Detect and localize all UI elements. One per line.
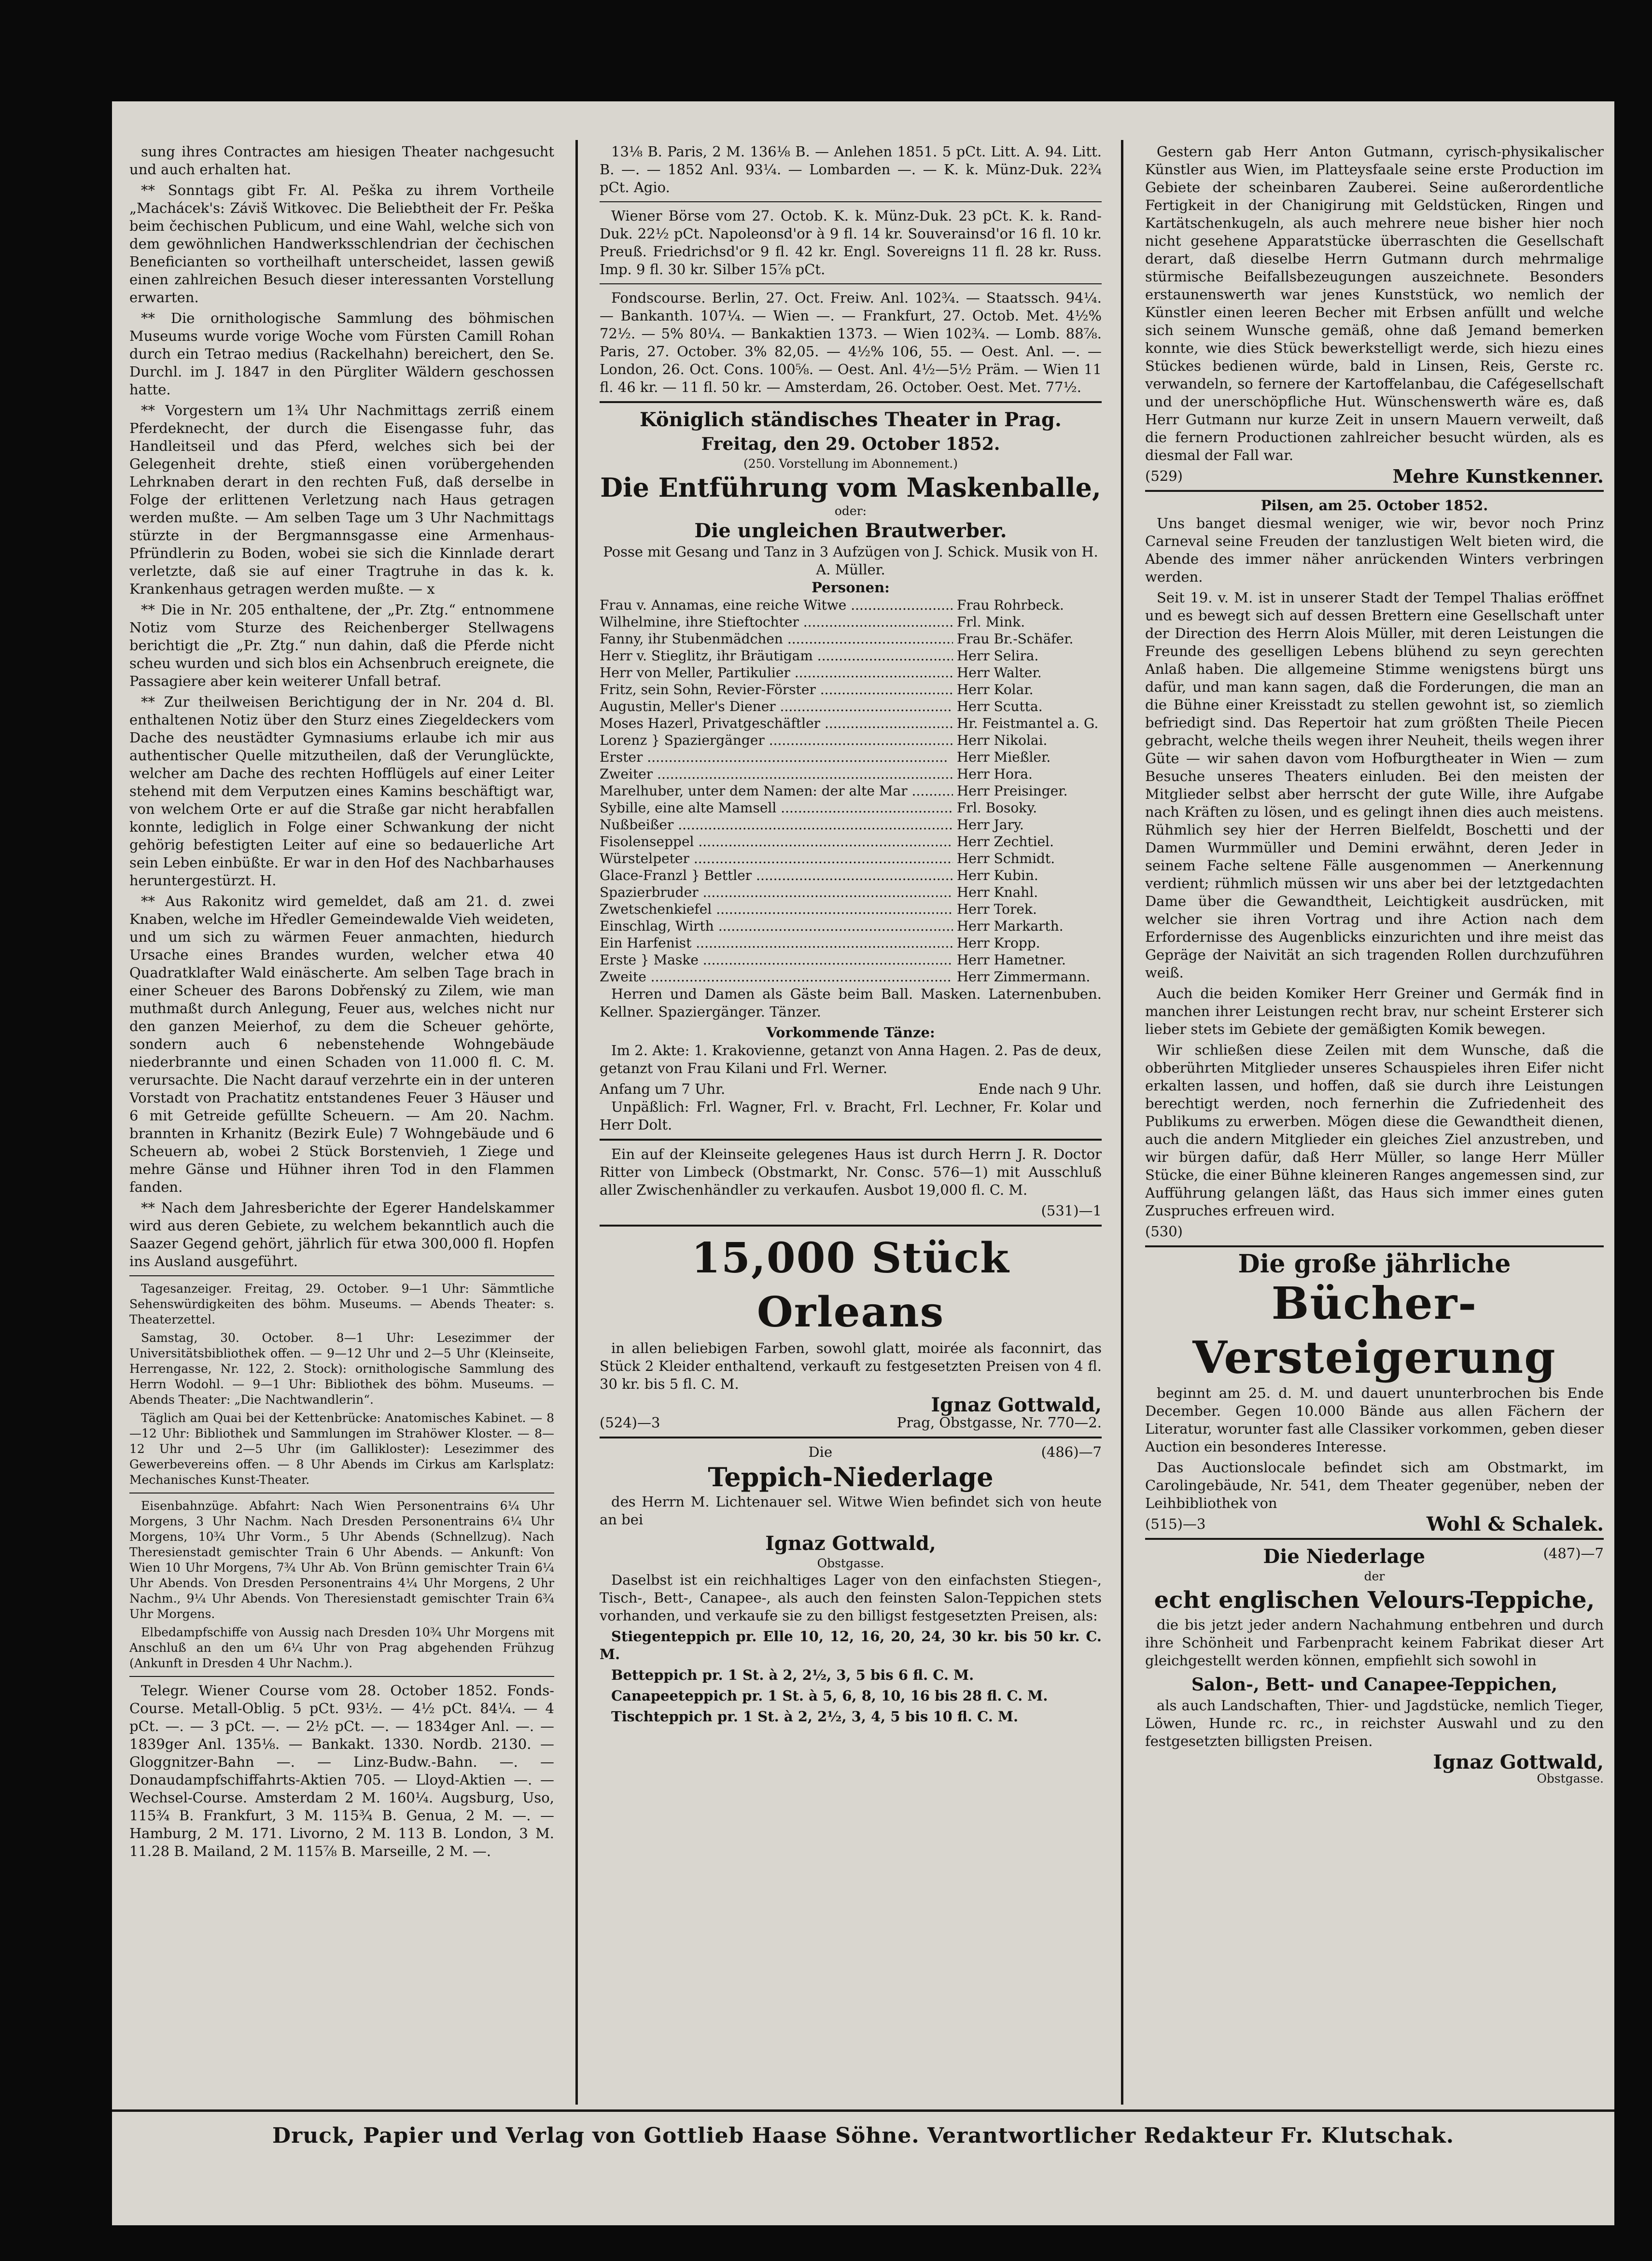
- price-line: Stiegenteppich pr. Elle 10, 12, 16, 20, 24, 30 kr. bis 50 kr. C. M.: [600, 1628, 1102, 1662]
- house-ad: Ein auf der Kleinseite gelegenes Haus ist durch Herrn J. R. Doctor Ritter von Limbeck (Obstmarkt, Nr. Consc. 576—1) mit Ausschluß aller Zwischenhändler zu verkaufen. Ausbot 19,000 fl. C. M.: [600, 1146, 1102, 1198]
- cast-role: Erste } Maske .....: [600, 951, 953, 968]
- cast-actor: Herr Markarth.: [957, 918, 1064, 934]
- cast-role: Herr von Meller, Partikulier .....: [600, 664, 953, 681]
- taeglich-listing: Täglich am Quai bei der Kettenbrücke: Anatomisches Kabinet. — 8—12 Uhr: Bibliothek und Sammlungen im Strahöwer Kloster. — 8—12 Uhr und 2—5 Uhr (im Gallikloster): Lesezimmer des Gewerbevereins offen. — 8 Uhr Abends im Cirkus am Karlsplatz: Mechanisches Kunst-Theater.: [129, 1411, 554, 1487]
- buecher-text: Das Auctionslocale befindet sich am Obstmarkt, im Carolingebäude, Nr. 541, dem Theater gegenüber, neben der Leihbibliothek von: [1145, 1459, 1604, 1511]
- cast-role: Ein Harfenist .....: [600, 935, 953, 951]
- cast-row: [600, 630, 1102, 647]
- cast-row: [600, 766, 1102, 782]
- cast-row: [600, 698, 1102, 715]
- buecher-title: Bücher-Versteigerung: [1192, 1277, 1556, 1383]
- ad-number: (486)—7: [1041, 1444, 1102, 1460]
- unpaesslich: Unpäßlich: Frl. Wagner, Frl. v. Bracht, Frl. Lechner, Fr. Kolar und Herr Dolt.: [600, 1099, 1102, 1133]
- cast-actor: Herr Schmidt.: [957, 851, 1055, 866]
- article-paragraph: ** Aus Rakonitz wird gemeldet, daß am 21. d. zwei Knaben, welche im Hředler Gemeindewalde Vieh weideten, und um sich zu wärmen Feuer anmachten, hiedurch Ursache eines Brandes wurden, welcher etwa 40 Quadratklafter Wald einäscherte. Am selben Tage brach in einer Scheuer des Barons Dobřenský zu Zilem, wie man muthmaßt durch Anlegung, Feuer aus, welches nicht nur den ganzen Meierhof, zu dem die Scheuer gehörte, sondern auch 6 nebenstehende Wohngebäude niederbrannte und einen Schaden von 11.000 fl. C. M. verursachte. Die Nacht darauf verzehrte ein in der unteren Vorstadt von Prachatitz entstandenes Feuer 3 Häuser und 6 mit Getreide gefüllte Scheuern. — Am 20. Nachm. brannten in Krhanitz (Bezirk Eule) 7 Wohngebäude und 6 Scheuern ab, wobei 2 Stück Borstenvieh, 1 Ziege und mehre Gänse und Hühner ihren Tod in den Flammen fanden.: [129, 893, 554, 1195]
- dampfschiff-schedule: Elbedampfschiffe von Aussig nach Dresden 10¾ Uhr Morgens mit Anschluß an den um 6¼ Uhr von Prag abgehenden Frühzug (Ankunft in Dresden 4 Uhr Nachm.).: [129, 1625, 554, 1670]
- orleans-text: in allen beliebigen Farben, sowohl glatt, moirée als faconnirt, das Stück 2 Kleider enthaltend, verkauft zu festgesetzten Preisen von 4 fl. 30 kr. bis 5 fl. C. M.: [600, 1340, 1102, 1392]
- price-line: Betteppich pr. 1 St. à 2, 2½, 3, 5 bis 6 fl. C. M.: [611, 1667, 974, 1683]
- divider: [1145, 490, 1604, 492]
- article-paragraph: ** Nach dem Jahresberichte der Egerer Handelskammer wird aus deren Gebiete, zu welchem bekanntlich auch die Saazer Gegend gehört, jährlich für etwa 300,000 fl. Hopfen ins Ausland ausgeführt.: [129, 1200, 554, 1270]
- cast-actor: Frl. Bosoky.: [957, 800, 1037, 816]
- divider: [600, 1437, 1102, 1438]
- divider: [600, 1225, 1102, 1227]
- cast-actor: Herr Selira.: [957, 648, 1039, 664]
- cast-actor: Frl. Mink.: [957, 614, 1025, 630]
- column-local-news: [129, 143, 554, 2103]
- cast-row: [600, 867, 1102, 884]
- article-paragraph: ** Zur theilweisen Berichtigung der in Nr. 204 d. Bl. enthaltenen Notiz über den Sturz eines Ziegeldeckers vom Dache des neustädter Gymnasiums erlaube ich mir aus authentischer Quelle mitzutheilen, daß der Verunglückte, welcher am Dache des rechten Hofflügels auf einer Leiter stehend mit dem Verputzen eines Kamins beschäftigt war, von welchem Orte er auf die Straße gar nicht herabfallen konnte, lediglich in Folge einer Schwankung der nicht gehörig befestigten Leiter auf eine so bedauerliche Art sein Leben einbüßte. Er war in den Hof des Nachbarhauses heruntergestürzt. H.: [129, 694, 554, 889]
- cast-role: Erster .....: [600, 749, 953, 766]
- article-paragraph: Uns banget diesmal weniger, wie wir, bevor noch Prinz Carneval seine Freuden der tanzlustigen Welt bieten wird, die Abende des immer näher anrückenden Winters verbringen werden.: [1145, 515, 1604, 585]
- article-paragraph: Wir schließen diese Zeilen mit dem Wunsche, daß die obberührten Mitglieder unseres Schauspieles ihren Eifer nicht erkalten lassen, und hoffen, daß sie durch ihre Leistungen berechtigt werden, noch fernerhin die Zufriedenheit des Publikums zu erwerben. Mögen diese die Gewandtheit dienen, auch die andern Mitglieder ein gleiches Ziel anzustreben, und wir bürgen dafür, daß Herr Müller, so lange Herr Müller Stücke, die einer Bühne kleineren Ranges angemessen sind, zur Aufführung gelangen läßt, das Haus sich immer eines guten Zuspruches erfreuen wird.: [1145, 1042, 1604, 1219]
- course-listing: 13⅛ B. Paris, 2 M. 136⅛ B. — Anlehen 1851. 5 pCt. Litt. A. 94. Litt. B. —. — 1852 Anl. 93¼. — Lombarden —. — K. k. Münz-Duk. 22¾ pCt. Agio.: [600, 143, 1102, 195]
- cast-list: [600, 597, 1102, 985]
- cast-row: [600, 732, 1102, 749]
- cast-actor: Herr Zimmermann.: [957, 969, 1091, 985]
- cast-row: [600, 968, 1102, 985]
- cast-tail: Herren und Damen als Gäste beim Ball. Masken. Laternenbuben. Kellner. Spaziergänger. Tänzer.: [600, 986, 1102, 1020]
- cast-actor: Herr Zechtiel.: [957, 834, 1054, 850]
- cast-actor: Herr Walter.: [957, 665, 1042, 681]
- samstag-listing: Samstag, 30. October. 8—1 Uhr: Lesezimmer der Universitätsbibliothek offen. — 9—12 Uhr und 2—5 Uhr (Kleinseite, Herrengasse, Nr. 122, 2. Stock): ornithologische Sammlung des Herrn Wodohl. — 9—1 Uhr: Bibliothek des böhm. Museums. — Abends Theater: „Die Nachtwandlerin“.: [129, 1331, 554, 1407]
- dances-heading: Vorkommende Tänze:: [766, 1024, 935, 1041]
- firm-name: Wohl & Schalek.: [1426, 1513, 1604, 1535]
- die-label: Die: [808, 1444, 833, 1460]
- cast-actor: Herr Mießler.: [957, 749, 1051, 765]
- cast-actor: Herr Knahl.: [957, 884, 1038, 900]
- imprint-footer: Druck, Papier und Verlag von Gottlieb Haase Söhne. Verantwortlicher Redakteur Fr. Klutschak.: [112, 2109, 1614, 2148]
- cast-role: Wilhelmine, ihre Stieftochter .....: [600, 614, 953, 630]
- fonds-listing: Fondscourse. Berlin, 27. Oct. Freiw. Anl. 102¾. — Staatssch. 94¼. — Bankanth. 107¼. — Wien —. — Frankfurt, 27. Octob. Met. 4½% 72½. — 5% 80¼. — Bankaktien 1373. — Wien 102¾. — Lomb. 88⅞. Paris, 27. October. 3% 82,05. — 4½% 106, 55. — Oest. Anl. —. — London, 26. Oct. Cons. 100⅝. — Oest. Anl. 4½—5½ Präm. — Wien 11 fl. 46 kr. — 11 fl. 50 kr. — Amsterdam, 26. October. Oest. Met. 77½.: [600, 290, 1102, 395]
- cast-row: [600, 664, 1102, 681]
- theater-date: Freitag, den 29. October 1852.: [701, 434, 1000, 454]
- cast-row: [600, 597, 1102, 614]
- cast-role: Zwetschenkiefel .....: [600, 901, 953, 918]
- niederlage-items: Salon-, Bett- und Canapee-Teppichen,: [1191, 1675, 1558, 1695]
- cast-actor: Herr Hora.: [957, 766, 1033, 782]
- teppich-title: Teppich-Niederlage: [708, 1462, 994, 1493]
- cast-actor: Herr Hametner.: [957, 952, 1066, 968]
- cast-actor: Herr Kropp.: [957, 935, 1040, 951]
- article-paragraph: ** Die in Nr. 205 enthaltene, der „Pr. Ztg.“ entnommene Notiz vom Sturze des Reichenberger Stellwagens berichtigt die „Pr. Ztg.“ nun dahin, daß die Pferde nicht scheu wurden und sich blos ein Achsenbruch ereignete, die Passagiere aber kein weiterer Unfall betraf.: [129, 601, 554, 689]
- play-description: Posse mit Gesang und Tanz in 3 Aufzügen von J. Schick. Musik von H. A. Müller.: [603, 544, 1098, 578]
- play-subtitle: Die ungleichen Brautwerber.: [694, 519, 1007, 542]
- article-paragraph: Gestern gab Herr Anton Gutmann, cyrisch-physikalischer Künstler aus Wien, im Platteysfaale seine erste Production im Gebiete der scheinbaren Zauberei. Seine außerordentliche Fertigkeit in der Chanigirung mit Geldstücken, Ringen und Kartätschenkugeln, als auch mehrere neue bisher hier noch nicht gesehene Apparatstücke überraschten die Gesellschaft derart, daß dieselbe Herrn Gutmann durch mehrmalige stürmische Beifallsbezeugungen auszeichnete. Besonders erstaunenswerth war jenes Kunststück, wo nemlich der Künstler einen leeren Becher mit Erbsen anfüllt und welche sich seinem Wunsche gemäß, ohne daß Jemand bemerken konnte, wie dies Stück bewerkstelligt werde, sich hiezu eines Stückes bedienen würde, bald in Linsen, Reis, Gerste rc. verwandeln, so fernere der Kartoffelanbau, die Cafégesellschaft und der unerschöpfliche Hut. Wünschenswerth wäre es, daß Herr Gutmann nur kurze Zeit in unsern Mauern verweilt, daß die fernern Productionen zahlreicher besucht würden, als es diesmal der Fall war.: [1145, 143, 1604, 463]
- cast-role: Spazierbruder .....: [600, 884, 953, 901]
- gottwald-signature: Ignaz Gottwald,: [1433, 1751, 1604, 1773]
- cast-role: Nußbeißer .....: [600, 816, 953, 833]
- personen-heading: Personen:: [812, 579, 890, 596]
- newspaper-page: [112, 101, 1614, 2225]
- cast-role: Moses Hazerl, Privatgeschäftler .....: [600, 715, 953, 732]
- cast-role: Marelhuber, unter dem Namen: der alte Mar .....: [600, 782, 953, 799]
- cast-row: [600, 918, 1102, 935]
- article-paragraph: ** Sonntags gibt Fr. Al. Peška zu ihrem Vortheile „Machácek's: Záviš Witkovec. Die Beliebtheit der Fr. Peška beim čechischen Publicum, und eine Wahl, welche sich von dem gewöhnlichen Handwerksschlendrian der čechischen Beneficianten so vortheilhaft unterscheidet, lassen gewiß einen zahlreichen Besuch dieser interessanten Vorstellung erwarten.: [129, 182, 554, 306]
- cast-actor: Herr Nikolai.: [957, 732, 1048, 748]
- cast-actor: Frau Br.-Schäfer.: [957, 631, 1074, 647]
- teppich-header: [600, 1443, 1102, 1461]
- column-divider: [1121, 140, 1123, 2105]
- article-paragraph: sung ihres Contractes am hiesigen Theater nachgesucht und auch erhalten hat.: [129, 143, 554, 178]
- ad-number: (515)—3: [1145, 1516, 1206, 1532]
- play-title: Die Entführung vom Maskenballe,: [600, 472, 1101, 503]
- obstgasse: Obstgasse.: [817, 1556, 884, 1570]
- cast-row: [600, 614, 1102, 630]
- cast-row: [600, 681, 1102, 698]
- price-line: Tischteppich pr. 1 St. à 2, 2½, 3, 4, 5 bis 10 fl. C. M.: [611, 1708, 1019, 1725]
- orleans-footer: [600, 1414, 1102, 1432]
- cast-role: Fritz, sein Sohn, Revier-Förster .....: [600, 681, 953, 698]
- cast-row: [600, 799, 1102, 816]
- cast-actor: Herr Scutta.: [957, 698, 1043, 714]
- cast-role: Lorenz } Spaziergänger .....: [600, 732, 953, 749]
- cast-actor: Frau Rohrbeck.: [957, 597, 1064, 613]
- cast-row: [600, 782, 1102, 799]
- cast-row: [600, 901, 1102, 918]
- divider: [129, 1676, 554, 1677]
- cast-role: Einschlag, Wirth .....: [600, 918, 953, 935]
- divider: [1145, 1245, 1604, 1247]
- ad-number: (487)—7: [1543, 1545, 1604, 1562]
- cast-role: Glace-Franzl } Bettler .....: [600, 867, 953, 884]
- cast-role: Frau v. Annamas, eine reiche Witwe .....: [600, 597, 953, 614]
- time-row: [600, 1080, 1102, 1098]
- price-line: Canapeeteppich pr. 1 St. à 5, 6, 8, 10, 16 bis 28 fl. C. M.: [611, 1688, 1048, 1704]
- ad-number: (524)—3: [600, 1414, 660, 1431]
- play-oder: oder:: [834, 504, 867, 518]
- column-divider: [575, 140, 578, 2105]
- ad-number: (530): [1145, 1223, 1183, 1240]
- gottwald-firm: Ignaz Gottwald,: [765, 1532, 936, 1555]
- velours-heading: echt englischen Velours-Teppiche,: [1154, 1587, 1595, 1614]
- column-reports-ads: [1145, 143, 1604, 2103]
- dances-text: Im 2. Akte: 1. Krakovienne, getanzt von Anna Hagen. 2. Pas de deux, getanzt von Frau Kilani und Frl. Werner.: [600, 1042, 1102, 1076]
- niederlage-text: die bis jetzt jeder andern Nachahmung entbehren und durch ihre Schönheit und Farbenpracht keinem Fabrikat dieser Art gleichgestellt werden können, empfiehlt sich sowohl in: [1145, 1617, 1604, 1669]
- divider: [600, 283, 1102, 284]
- address: Prag, Obstgasse, Nr. 770—2.: [896, 1414, 1102, 1431]
- ad-number: (529): [1145, 468, 1183, 484]
- divider: [600, 1139, 1102, 1141]
- buecher-heading: Die große jährliche: [1238, 1249, 1511, 1279]
- divider: [600, 401, 1102, 403]
- gottwald-signature: Ignaz Gottwald,: [931, 1394, 1102, 1416]
- obstgasse: Obstgasse.: [1537, 1772, 1604, 1786]
- cast-actor: Herr Kubin.: [957, 867, 1038, 883]
- article-paragraph: Auch die beiden Komiker Herr Greiner und Germák find in manchen ihrer Leistungen recht brav, nur scheint Ersterer sich lieber stets im Gebiete der gemäßigten Komik bewegen.: [1145, 985, 1604, 1037]
- telegraph-course: Telegr. Wiener Course vom 28. October 1852. Fonds-Course. Metall-Oblig. 5 pCt. 93½. — 4½ pCt. 84¼. — 4 pCt. —. — 3 pCt. —. — 2½ pCt. —. — 1834ger Anl. —. — 1839ger Anl. 135⅛. — Bankakt. 1330. Nordb. 2130. — Gloggnitzer-Bahn —. — Linz-Budw.-Bahn. —. — Donaudampfschiffahrts-Aktien 705. — Lloyd-Aktien —. — Wechsel-Course. Amsterdam 2 M. 160¼. Augsburg, Uso, 115¾ B. Frankfurt, 3 M. 115¾ B. Genua, 2 M. —. — Hamburg, 2 M. 171. Livorno, 2 M. 113 B. London, 3 M. 11.28 B. Mailand, 2 M. 115⅞ B. Marseille, 2 M. —.: [129, 1682, 554, 1859]
- end-time: Ende nach 9 Uhr.: [978, 1081, 1102, 1097]
- niederlage-header: [1145, 1545, 1604, 1569]
- start-time: Anfang um 7 Uhr.: [600, 1081, 726, 1097]
- cast-role: Fanny, ihr Stubenmädchen .....: [600, 630, 953, 647]
- article-paragraph: Seit 19. v. M. ist in unserer Stadt der Tempel Thalias eröffnet und es bewegt sich auf dessen Brettern eine Gesellschaft unter der Direction des Herrn Alois Müller, mit deren Leistungen die Freunde des geselligen Lebens blühend zu seyn gerechten Anlaß haben. Die allgemeine Stimme wenigstens bürgt uns dafür, und man kann sagen, daß die Forderungen, die man an die Bühne einer Kreisstadt zu stellen gewohnt ist, so ziemlich befriedigt sind. Das Repertoir hat zum größten Theile Piecen gebracht, welche theils wegen ihrer Neuheit, theils wegen ihrer Güte — wir sahen davon vom Hofburgtheater in Wien — zum Besuche unseres Theaters einluden. Bei den meisten der Mitglieder selbst aber herrscht der gute Wille, ihre Aufgabe nach Kräften zu lösen, und es gelingt ihnen dies auch meistens. Rühmlich sey hier der Herren Bielfeldt, Boschetti und der Damen Wurmmüller und Demini erwähnt, deren Jeder in seinem Fache seltene Fälle ausgenommen — Anerkennung verdient; rühmlich müssen wir uns aber bei der letztgedachten Dame über die Gewandtheit, Leichtigkeit ausdrücken, mit welcher sie ihren Vortrag und ihre Action nach dem Erfordernisse des Augenblicks einzurichten und ihre meist das Gepräge der Naivität an sich tragenden Rollen durchzuführen weiß.: [1145, 589, 1604, 981]
- cast-row: [600, 935, 1102, 951]
- divider: [1145, 1538, 1604, 1540]
- der-label: der: [1364, 1569, 1385, 1583]
- article-paragraph: ** Vorgestern um 1¾ Uhr Nachmittags zerriß einem Pferdeknecht, der durch die Eisengasse fuhr, das Handleitseil und das Pferd, welches sich bei der Gelegenheit drehte, stieß einen vorübergehenden Lehrknaben derart in den rechten Fuß, daß derselbe in Folge der erlittenen Verletzung nach Haus getragen werden mußte. — Am selben Tage um 3 Uhr Nachmittags stürzte in der Bergmannsgasse eine Armenhaus-Pfründlerin zu Boden, wobei sie sich die Kinnlade derart verletzte, daß sie auf einer Tragtruhe in das k. k. Krankenhaus getragen werden mußte. — x: [129, 402, 554, 597]
- cast-row: [600, 884, 1102, 901]
- ad-number: (531)—1: [1041, 1202, 1102, 1219]
- buecher-footer: [1145, 1515, 1604, 1533]
- divider: [129, 1275, 554, 1276]
- cast-row: [600, 749, 1102, 766]
- cast-role: Zweiter .....: [600, 766, 953, 782]
- niederlage-text: als auch Landschaften, Thier- und Jagdstücke, nemlich Tieger, Löwen, Hunde rc. rc., in reichster Auswahl und zu den festgesetzten billigsten Preisen.: [1145, 1697, 1604, 1749]
- cast-row: [600, 816, 1102, 833]
- cast-role: Augustin, Meller's Diener .....: [600, 698, 953, 715]
- pilsen-heading: Pilsen, am 25. October 1852.: [1260, 497, 1488, 514]
- cast-row: [600, 951, 1102, 968]
- orleans-title: 15,000 Stück Orleans: [691, 1234, 1010, 1337]
- cast-role: Herr v. Stieglitz, ihr Bräutigam .....: [600, 647, 953, 664]
- cast-actor: Herr Kolar.: [957, 682, 1034, 698]
- cast-actor: Herr Jary.: [957, 817, 1024, 833]
- cast-actor: Herr Preisinger.: [957, 783, 1068, 799]
- teppich-text: Daselbst ist ein reichhaltiges Lager von den einfachsten Stiegen-, Tisch-, Bett-, Canapee-, als auch den feinsten Salon-Teppichen stets vorhanden, und verkaufe sie zu den billigst festgesetzten Preisen, als:: [600, 1572, 1102, 1624]
- article-paragraph: ** Die ornithologische Sammlung des böhmischen Museums wurde vorige Woche vom Fürsten Camill Rohan durch ein Tetrao medius (Rackelhahn) bereichert, den Se. Durchl. im J. 1847 in den Pürgliter Wäldern geschossen hatte.: [129, 310, 554, 398]
- signature: Mehre Kunstkenner.: [1392, 465, 1604, 487]
- boerse-listing: Wiener Börse vom 27. Octob. K. k. Münz-Duk. 23 pCt. K. k. Rand-Duk. 22½ pCt. Napoleonsd'or à 9 fl. 14 kr. Souverainsd'or 16 fl. 10 kr. Preuß. Friedrichsd'or 9 fl. 42 kr. Engl. Sovereigns 11 fl. 28 kr. Russ. Imp. 9 fl. 30 kr. Silber 15⅞ pCt.: [600, 208, 1102, 278]
- theater-heading: Königlich ständisches Theater in Prag.: [640, 408, 1062, 431]
- cast-actor: Herr Torek.: [957, 901, 1037, 917]
- cast-role: Zweite .....: [600, 968, 953, 985]
- buecher-text: beginnt am 25. d. M. und dauert ununterbrochen bis Ende December. Gegen 10.000 Bände aus allen Fächern der Literatur, worunter fast alle Classiker vorkommen, geben dieser Auction ein besonderes Interesse.: [1145, 1385, 1604, 1455]
- divider: [600, 201, 1102, 202]
- cast-role: Würstelpeter .....: [600, 850, 953, 867]
- eisenbahn-schedule: Eisenbahnzüge. Abfahrt: Nach Wien Personentrains 6¼ Uhr Morgens, 3 Uhr Nachm. Nach Dresden Personentrains 6¼ Uhr Morgens, 10¾ Uhr Vorm., 5 Uhr Abends (Schnellzug). Nach Theresienstadt gemischter Train 6 Uhr Abends. — Ankunft: Von Wien 10 Uhr Morgens, 7¾ Uhr Ab. Von Brünn gemischter Train 6¼ Uhr Abends. Von Dresden Personentrains 4¼ Uhr Morgens, 2 Uhr Nachm., 9¼ Uhr Abends. Von Theresienstadt gemischter Train 6¾ Uhr Morgens.: [129, 1499, 554, 1621]
- cast-row: [600, 715, 1102, 732]
- teppich-intro: des Herrn M. Lichtenauer sel. Witwe Wien befindet sich von heute an bei: [600, 1493, 1102, 1528]
- cast-row: [600, 850, 1102, 867]
- tagesanzeiger: Tagesanzeiger. Freitag, 29. October. 9—1 Uhr: Sämmtliche Sehenswürdigkeiten des böhm. Museums. — Abends Theater: s. Theaterzettel.: [129, 1282, 554, 1326]
- theater-abonnement: (250. Vorstellung im Abonnement.): [743, 457, 958, 471]
- cast-row: [600, 833, 1102, 850]
- column-finance-theater: [600, 143, 1102, 2103]
- niederlage-title: Die Niederlage: [1263, 1545, 1426, 1568]
- cast-role: Sybille, eine alte Mamsell .....: [600, 799, 953, 816]
- cast-role: Fisolenseppel .....: [600, 833, 953, 850]
- signature-row: [1145, 467, 1604, 485]
- cast-actor: Hr. Feistmantel a. G.: [957, 715, 1099, 731]
- cast-row: [600, 647, 1102, 664]
